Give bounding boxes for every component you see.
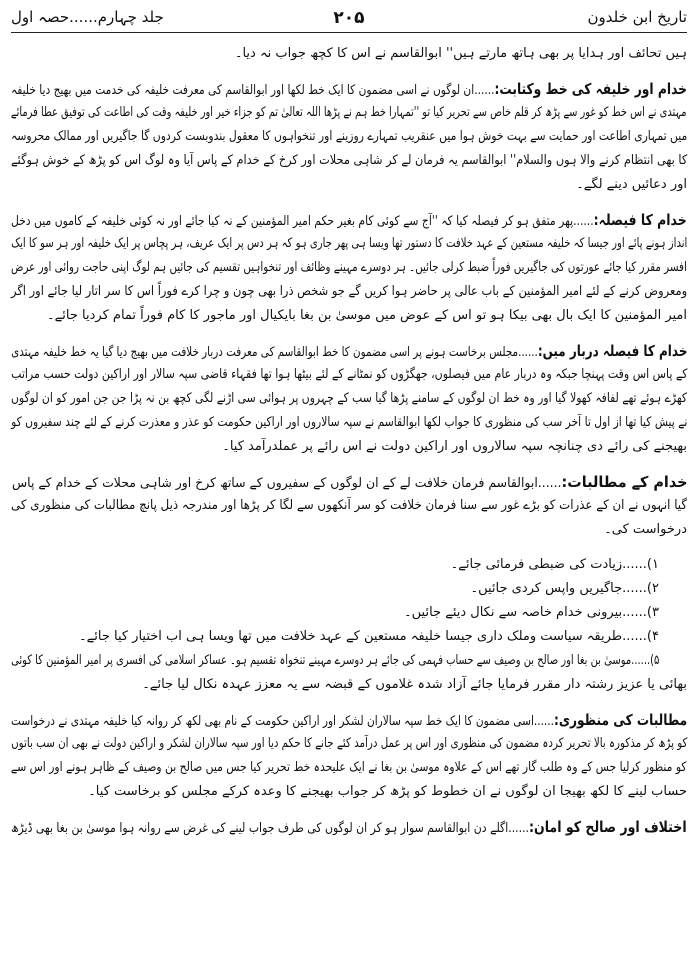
list-item bbox=[12, 553, 688, 577]
line-text: انداز ہونے پائے اور جیسا کہ خلیفہ مستعین کے عہد خلافت کا دستور تھا ویسا ہی پھر جاری ہو کہ ہر دس پر ایک عریف، ہر پچاس پر ایک خلیفہ اور ہر سو کا ایک bbox=[11, 236, 688, 251]
line-text: ......اگلے دن ابوالقاسم سوار ہو کر ان لوگوں کی طرف جواب لینے کی غرض سے روانہ ہوا موسیٰ بن بغا بھی ڈیڑھ bbox=[12, 821, 531, 836]
page-header bbox=[12, 6, 688, 33]
line-text: امیر المؤمنین کا ایک بال بھی بیکا ہو تو اس کے عوض میں موسیٰ بن بغا بایکیال اور ماجور کا کام فوراً تمام کردیا جائے۔ bbox=[48, 308, 688, 323]
line-text: ومعروض کرنے کے لئے امیر المؤمنین کے باب عالی پر حاضر ہوا کریں گے جو شخص ذرا بھی چون و چرا کرے فوراً اس کا سر اتار لیا جائے اور اگر bbox=[11, 284, 688, 299]
line-text: درخواست کی۔ bbox=[605, 522, 688, 537]
text-line bbox=[12, 780, 688, 804]
text-line bbox=[12, 42, 688, 66]
text-line bbox=[12, 125, 688, 149]
line-text: بھیجنے کی رائے دی چنانچہ سپہ سالاروں اور اراکین دولت نے اس رائے پر عملدرآمد کیا۔ bbox=[223, 439, 688, 454]
text-line bbox=[12, 304, 688, 328]
line-content bbox=[12, 232, 688, 256]
line-text: ۴)......طریقہ سیاست وملک داری جیسا خلیفہ مستعین کے عہد خلافت میں تھا ویسا ہی اب اختیار کیا جائے۔ bbox=[80, 629, 660, 644]
section-heading: مطالبات کی منظوری: bbox=[554, 711, 688, 729]
line-text: ۳)......بیرونی خدام خاصہ سے نکال دیئے جائیں۔ bbox=[405, 605, 660, 620]
text-line bbox=[12, 470, 688, 494]
line-content bbox=[12, 77, 688, 103]
text-line bbox=[12, 494, 688, 518]
demands-list bbox=[12, 553, 688, 697]
line-content bbox=[12, 339, 688, 365]
line-content bbox=[12, 494, 688, 518]
list-item bbox=[12, 577, 688, 601]
line-content bbox=[12, 411, 688, 435]
line-content bbox=[12, 280, 688, 304]
text-line bbox=[12, 732, 688, 756]
line-content bbox=[223, 435, 688, 459]
line-content bbox=[605, 518, 688, 542]
line-text: ......اسی مضمون کا ایک خط سپہ سالاران لشکر اور اراکین حکومت کے نام بھی لکھ کر روانہ کیا خلیفہ مہتدی نے درخواست bbox=[11, 714, 555, 729]
line-content bbox=[143, 673, 688, 697]
text-line bbox=[12, 518, 688, 542]
book-title: تاریخ ابن خلدون bbox=[588, 8, 688, 26]
line-content bbox=[452, 553, 660, 577]
line-content bbox=[236, 42, 688, 66]
line-content bbox=[48, 304, 688, 328]
line-content bbox=[471, 577, 660, 601]
page-number: ۲۰۵ bbox=[334, 8, 366, 28]
line-text: کو منظور کرلیا جس کے وہ طلب گار تھے اس کے علاوہ موسیٰ بن بغا نے ایک علیحدہ خط تحریر کیا جس میں صالح بن وصیف کے ظاہر ہونے اور اس سے bbox=[12, 760, 688, 775]
line-text: ......ان لوگوں نے اسی مضمون کا ایک خط لکھا اور ابوالقاسم کی معرفت خلیفہ کی خدمت میں بھیج دیا خلیفہ bbox=[12, 83, 496, 98]
text-line bbox=[12, 673, 688, 697]
text-line bbox=[12, 149, 688, 173]
line-text: کو پڑھ کر مذکورہ بالا تحریر کردہ مضمون کی منظوری اور اس پر عمل درآمد کئے جانے کا حکم دیا اور سپہ سالاران لشکر و اراکین دولت نے بھی ان سب باتوں bbox=[11, 736, 688, 751]
line-content bbox=[12, 125, 688, 149]
text-line bbox=[12, 411, 688, 435]
line-content bbox=[89, 780, 688, 804]
line-text: کے پاس اس وقت پہنچا جبکہ وہ دربار عام میں فیصلوں، جھگڑوں کو نمٹانے کے لئے بیٹھا ہوا تھا فقہاء قاضی سپہ سالار اور اراکین دولت حسب مراتب bbox=[11, 367, 688, 382]
line-text: اور دعائیں دینے لگے۔ bbox=[577, 177, 688, 192]
line-content bbox=[12, 649, 660, 673]
text-line bbox=[12, 756, 688, 780]
line-text: نے پیش کیا تھا از اول تا آخر سب کی منظوری کا جواب لکھا ابوالقاسم نے سپہ سالاروں اور اراکین حکومت کو عذر و معذرت کرنے کے لئے چند سفیروں کو bbox=[11, 415, 688, 430]
line-content bbox=[12, 149, 688, 173]
section-heading: اختلاف اور صالح کو امان: bbox=[530, 818, 688, 836]
line-text: ۱)......زیادت کی ضبطی فرمائی جائے۔ bbox=[451, 557, 660, 572]
section-heading: خدام کا فیصلہ: bbox=[594, 211, 688, 229]
section-heading: خدام کا فیصلہ دربار میں: bbox=[538, 342, 688, 360]
text-line bbox=[12, 435, 688, 459]
line-text: ......مجلس برخاست ہونے پر اسی مضمون کا خط ابوالقاسم کی معرفت دربار خلافت میں بھیج دیا گیا یہ خط خلیفہ مہتدی bbox=[11, 345, 539, 360]
line-text: ......ابوالقاسم فرمان خلافت لے کے ان لوگوں کے سفیروں کے ساتھ کرخ اور شاہی محلات کے خدام کے پاس bbox=[12, 476, 563, 491]
section-heading: خدام کے مطالبات: bbox=[562, 473, 688, 491]
volume-label: جلد چہارم......حصہ اول bbox=[12, 8, 165, 26]
paragraph bbox=[12, 815, 688, 839]
line-content bbox=[12, 256, 688, 280]
text-line bbox=[12, 77, 688, 101]
list-item bbox=[12, 625, 688, 649]
line-content bbox=[80, 625, 660, 649]
line-content bbox=[12, 470, 688, 496]
line-text: ۲)......جاگیریں واپس کردی جائیں۔ bbox=[471, 581, 660, 596]
line-content bbox=[12, 387, 688, 411]
paragraph bbox=[12, 77, 688, 197]
line-text: ۵)......موسیٰ بن بغا اور صالح بن وصیف سے حساب فہمی کی جائے ہر دوسرے مہینے تنخواہ تقسیم ہو۔ عساکر اسلامی کی افسری پر امیر المؤمنین کا کوئی bbox=[11, 653, 660, 668]
line-text: میں تمہاری اطاعت اور حمایت سے بہت خوش ہوا میں عنقریب تمہارے روزینے اور تنخواہوں کا معقول بندوبست کردوں گا جاگیریں اور ممالک محروسہ bbox=[11, 129, 688, 144]
line-content bbox=[577, 173, 688, 197]
line-text: کا بھی انتظام کرنے والا ہوں والسلام'' ابوالقاسم یہ فرمان لے کر شاہی محلات اور کرخ کے خدام کے پاس آیا وہ لوگ اس کو پڑھ کے خوش ہوگئے bbox=[11, 153, 688, 168]
list-item bbox=[12, 601, 688, 625]
section-heading: خدام اور خلیفہ کی خط وکتابت: bbox=[495, 80, 688, 98]
line-content bbox=[12, 101, 688, 125]
text-line bbox=[12, 173, 688, 197]
text-line bbox=[12, 708, 688, 732]
paragraph bbox=[12, 339, 688, 459]
list-item bbox=[12, 649, 688, 673]
text-line bbox=[12, 256, 688, 280]
paragraph bbox=[12, 470, 688, 542]
line-text: افسر مقرر کیا جائے عورتوں کی جاگیریں فوراً ضبط کرلی جائیں۔ ہر دوسرے مہینے وظائف اور تنخواہیں تقسیم کی جائیں ہم لوگ اپنی حاجت روائی اور عرض bbox=[12, 260, 688, 275]
line-text: مہتدی نے اس خط کو غور سے پڑھ کر قلم خاص سے تحریر کیا تو ''تمہارا خط ہم نے پڑھا اللہ تعالیٰ تم کو جزاء خیر اور خلیفہ وقت کی اطاعت کی توفیق عطا فرمائے bbox=[12, 105, 688, 120]
paragraph bbox=[12, 208, 688, 328]
line-content bbox=[12, 708, 688, 734]
text-line bbox=[12, 280, 688, 304]
text-line bbox=[12, 232, 688, 256]
line-content bbox=[12, 815, 688, 841]
line-text: حساب لینے کا لکھ بھیجا ان لوگوں نے ان خطوط کو پڑھ کر جواب بھیجنے کا وعدہ کرکے مجلس کو برخاست کیا۔ bbox=[89, 784, 688, 799]
paragraph bbox=[12, 42, 688, 66]
line-content bbox=[12, 208, 688, 234]
text-line bbox=[12, 101, 688, 125]
line-text: ......پھر متفق ہو کر فیصلہ کیا کہ ''آج سے کوئی کام بغیر حکم امیر المؤمنین کے نہ کیا جائے اور نہ کوئی خلیفہ کے کاموں میں دخل bbox=[12, 214, 595, 229]
text-line bbox=[12, 363, 688, 387]
line-text: ہیں تحائف اور ہدایا پر بھی ہاتھ مارتے ہیں'' ابوالقاسم نے اس کا کچھ جواب نہ دیا۔ bbox=[235, 46, 688, 61]
page-body bbox=[12, 42, 688, 850]
text-line bbox=[12, 339, 688, 363]
line-content bbox=[12, 756, 688, 780]
text-line bbox=[12, 387, 688, 411]
line-text: کھڑے ہوئے تھے لفافہ کھولا گیا اور وہ خط ان لوگوں کے سامنے پڑھا گیا سب کے چہروں پر ہوائی سی اڑنے لگی کچھ بن نہ پڑا جن جن امور کو ان لوگوں bbox=[12, 391, 688, 406]
paragraph bbox=[12, 708, 688, 804]
text-line bbox=[12, 208, 688, 232]
line-text: بھائی یا عزیز رشتہ دار مقرر فرمایا جائے آزاد شدہ غلاموں کے قبضہ سے یہ معزز عہدہ نکال لیا جائے۔ bbox=[143, 677, 688, 692]
line-content bbox=[12, 363, 688, 387]
line-text: گیا انہوں نے ان کے عذرات کو بڑے غور سے سنا فرمان خلافت کو سر آنکھوں سے لگا کر پڑھا اور مندرجہ ذیل پانچ مطالبات کی منظوری کی bbox=[12, 498, 688, 513]
line-content bbox=[405, 601, 660, 625]
text-line bbox=[12, 815, 688, 839]
line-content bbox=[12, 732, 688, 756]
